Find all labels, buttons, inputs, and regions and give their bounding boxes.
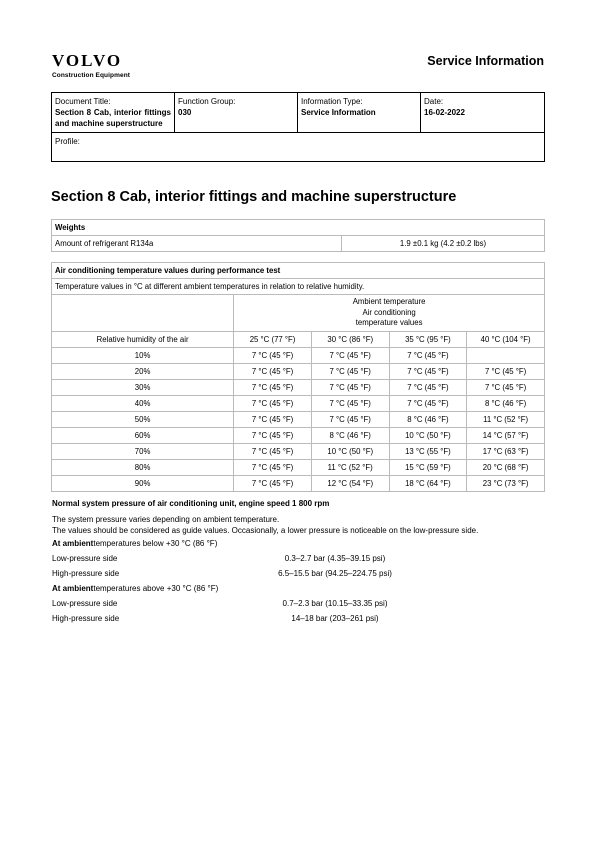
pressure-title: Normal system pressure of air conditioning unit, engine speed 1 800 rpm [52,499,330,508]
table-row [52,427,545,443]
humidity-cell: 90% [52,475,234,491]
pressure-row-value: 0.3–2.7 bar (4.35–39.15 psi) [284,554,386,563]
temperature-cell: 12 °C (54 °F) [311,475,389,491]
temperature-cell: 10 °C (50 °F) [311,443,389,459]
column-header-40: 40 °C (104 °F) [467,331,545,347]
information-type-label: Information Type: [301,97,363,106]
ambient-group-heading [52,581,546,596]
refrigerant-value: 1.9 ±0.1 kg (4.2 ±0.2 lbs) [342,236,545,252]
pressure-row-label: High-pressure side [52,569,120,578]
pressure-row-label: Low-pressure side [52,599,118,608]
humidity-cell: 20% [52,363,234,379]
profile-label: Profile: [55,137,80,146]
ambient-header-line-3: temperature values [355,318,423,327]
temperature-cell: 11 °C (52 °F) [311,459,389,475]
humidity-cell: 30% [52,379,234,395]
temperature-cell: 7 °C (45 °F) [311,379,389,395]
temperature-cell: 8 °C (46 °F) [467,395,545,411]
pressure-row [52,566,546,581]
function-group-cell [175,93,298,133]
temperature-cell: 13 °C (55 °F) [389,443,467,459]
pressure-row-value: 0.7–2.3 bar (10.15–33.35 psi) [282,599,388,608]
column-header-30: 30 °C (86 °F) [311,331,389,347]
table-row [52,236,545,252]
ambient-group-heading [52,536,546,551]
function-group-label: Function Group: [178,97,236,106]
page-header-title: Service Information [427,54,544,68]
humidity-cell: 40% [52,395,234,411]
humidity-cell: 80% [52,459,234,475]
pressure-section [52,499,546,626]
pressure-row [52,596,546,611]
temperature-cell: 7 °C (45 °F) [467,363,545,379]
column-header-35: 35 °C (95 °F) [389,331,467,347]
temperature-cell: 8 °C (46 °F) [311,427,389,443]
ambient-heading-rest: temperatures above +30 °C (86 °F) [93,584,219,593]
section-title: Section 8 Cab, interior fittings and machine superstructure [51,189,457,205]
document-title-value: Section 8 Cab, interior fittings and machine superstructure [55,108,171,128]
table-row [52,459,545,475]
temperature-cell: 7 °C (45 °F) [311,411,389,427]
pressure-row-label: High-pressure side [52,614,120,623]
pressure-row-value: 14–18 bar (203–261 psi) [291,614,379,623]
document-title-cell [52,93,175,133]
column-header-row [52,331,545,347]
information-type-cell [298,93,421,133]
temperature-cell: 7 °C (45 °F) [311,395,389,411]
ambient-header-line-2: Air conditioning [362,307,416,317]
temperature-cell: 7 °C (45 °F) [234,443,312,459]
temperature-cell: 7 °C (45 °F) [234,395,312,411]
temperature-cell: 14 °C (57 °F) [467,427,545,443]
temperature-cell: 7 °C (45 °F) [389,395,467,411]
ac-table-heading: Air conditioning temperature values during performance test [52,263,545,279]
table-row [52,363,545,379]
column-header-25: 25 °C (77 °F) [234,331,312,347]
ambient-header-spacer [52,295,234,332]
pressure-row [52,551,546,566]
temperature-cell: 11 °C (52 °F) [467,411,545,427]
temperature-cell: 7 °C (45 °F) [234,379,312,395]
table-row [52,475,545,491]
humidity-cell: 10% [52,347,234,363]
weights-heading: Weights [52,220,545,236]
pressure-note-1: The system pressure varies depending on ambient temperature. [52,515,280,524]
temperature-cell: 7 °C (45 °F) [234,459,312,475]
weights-table [51,219,545,252]
temperature-cell: 7 °C (45 °F) [234,475,312,491]
pressure-row-label: Low-pressure side [52,554,118,563]
temperature-cell: 15 °C (59 °F) [389,459,467,475]
ambient-heading-rest: temperatures below +30 °C (86 °F) [93,539,218,548]
table-row [52,443,545,459]
temperature-cell: 7 °C (45 °F) [234,411,312,427]
temperature-cell: 7 °C (45 °F) [311,347,389,363]
volvo-logo [52,52,130,79]
function-group-value: 030 [178,108,192,117]
ambient-heading-bold: At ambient [52,584,94,593]
date-value: 16-02-2022 [424,108,465,117]
temperature-cell: 7 °C (45 °F) [234,363,312,379]
refrigerant-label: Amount of refrigerant R134a [52,236,342,252]
pressure-note-2: The values should be considered as guide values. Occasionally, a lower pressure is noticeable on the low-pressure side. [52,526,479,535]
information-type-value: Service Information [301,108,376,117]
temperature-cell: 18 °C (64 °F) [389,475,467,491]
brand-name: VOLVO [52,51,123,70]
temperature-cell: 7 °C (45 °F) [311,363,389,379]
ambient-heading-bold: At ambient [52,539,94,548]
temperature-cell: 7 °C (45 °F) [389,363,467,379]
document-title-label: Document Title: [55,97,111,106]
temperature-cell: 7 °C (45 °F) [389,347,467,363]
temperature-cell: 23 °C (73 °F) [467,475,545,491]
humidity-cell: 50% [52,411,234,427]
ac-table-subheading: Temperature values in °C at different ambient temperatures in relation to relative humidity. [52,279,545,295]
humidity-cell: 70% [52,443,234,459]
temperature-cell: 10 °C (50 °F) [389,427,467,443]
temperature-cell [467,347,545,363]
temperature-cell: 8 °C (46 °F) [389,411,467,427]
ambient-header-line-1: Ambient temperature [352,297,426,306]
humidity-cell: 60% [52,427,234,443]
table-row [52,347,545,363]
profile-cell [52,133,545,162]
date-label: Date: [424,97,444,106]
ambient-temperature-header [234,295,545,332]
pressure-row [52,611,546,626]
temperature-cell: 7 °C (45 °F) [234,427,312,443]
table-row [52,411,545,427]
ac-temperature-table [51,262,545,492]
pressure-row-value: 6.5–15.5 bar (94.25–224.75 psi) [278,569,392,578]
temperature-cell: 20 °C (68 °F) [467,459,545,475]
brand-division: Construction Equipment [52,72,131,79]
temperature-cell: 7 °C (45 °F) [389,379,467,395]
temperature-cell: 7 °C (45 °F) [467,379,545,395]
date-cell [421,93,545,133]
table-row [52,379,545,395]
temperature-cell: 7 °C (45 °F) [234,347,312,363]
table-row [52,395,545,411]
document-header-table [51,92,545,162]
humidity-column-header: Relative humidity of the air [52,331,234,347]
temperature-cell: 17 °C (63 °F) [467,443,545,459]
